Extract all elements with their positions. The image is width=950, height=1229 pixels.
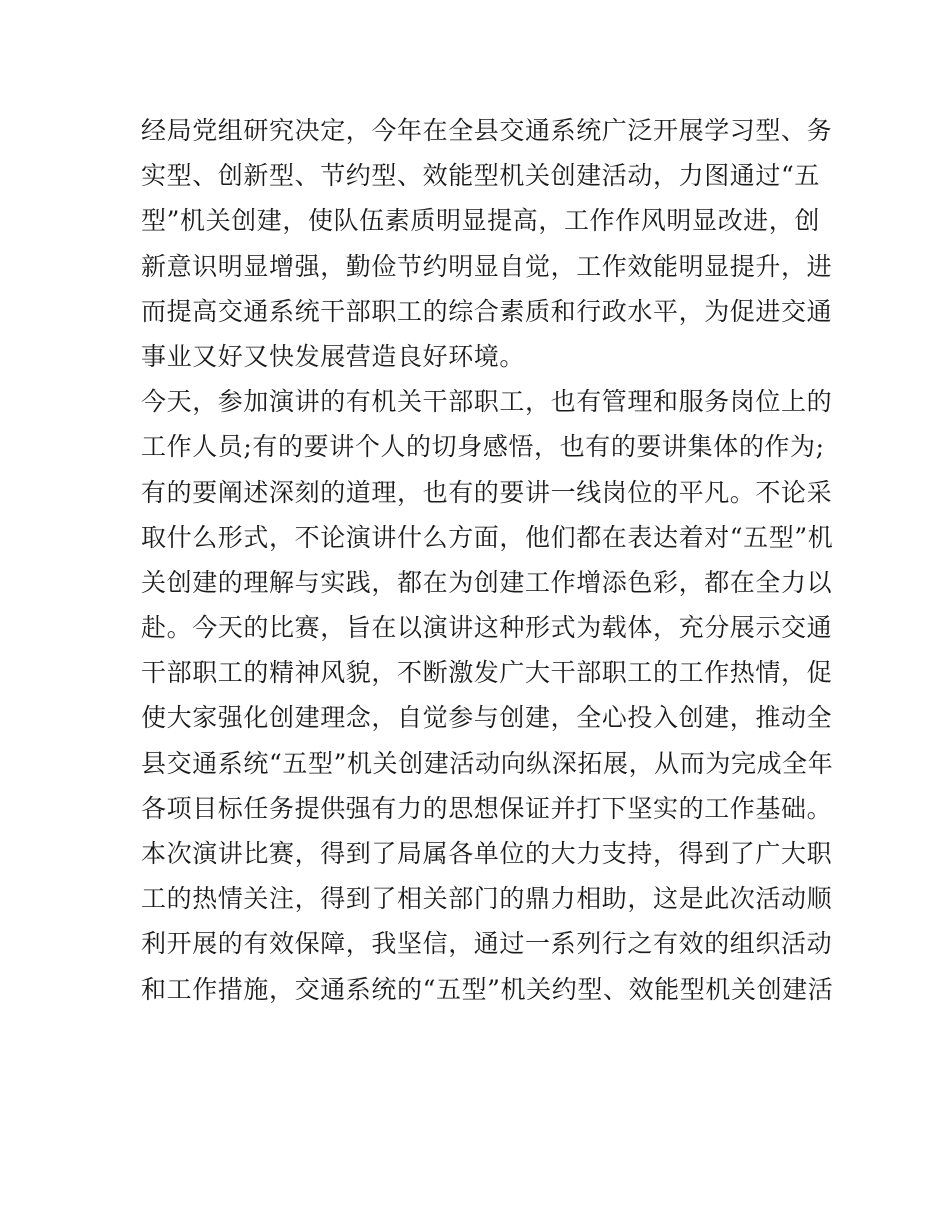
text-line: 而提高交通系统干部职工的综合素质和行政水平，为促进交通 — [141, 296, 833, 326]
text-line: 使大家强化创建理念，自觉参与创建，全心投入创建，推动全 — [141, 703, 833, 733]
text-line: 事业又好又快发展营造良好环境。 — [141, 341, 526, 371]
text-line: 今天，参加演讲的有机关干部职工，也有管理和服务岗位上的 — [141, 387, 833, 417]
text-line: 和工作措施，交通系统的“五型”机关约型、效能型机关创建活 — [141, 974, 834, 1004]
body-text — [141, 108, 834, 1012]
text-line: 型”机关创建，使队伍素质明显提高，工作作风明显改进，创 — [141, 206, 820, 236]
text-line: 经局党组研究决定，今年在全县交通系统广泛开展学习型、务 — [141, 116, 833, 145]
text-line: 各项目标任务提供强有力的思想保证并打下坚实的工作基础。 — [141, 793, 833, 823]
text-line: 利开展的有效保障，我坚信，通过一系列行之有效的组织活动 — [141, 929, 833, 959]
text-line: 新意识明显增强，勤俭节约明显自觉，工作效能明显提升，进 — [141, 251, 833, 281]
text-line: 有的要阐述深刻的道理，也有的要讲一线岗位的平凡。不论采 — [141, 477, 833, 507]
text-line: 干部职工的精神风貌，不断激发广大干部职工的工作热情，促 — [141, 658, 833, 688]
text-line: 工作人员;有的要讲个人的切身感悟，也有的要讲集体的作为; — [141, 432, 825, 462]
text-line: 赴。今天的比赛，旨在以演讲这种形式为载体，充分展示交通 — [141, 613, 833, 643]
text-line: 取什么形式，不论演讲什么方面，他们都在表达着对“五型”机 — [141, 522, 834, 552]
text-line: 关创建的理解与实践，都在为创建工作增添色彩，都在全力以 — [141, 567, 833, 597]
text-line: 县交通系统“五型”机关创建活动向纵深拓展，从而为完成全年 — [141, 748, 834, 778]
text-line: 实型、创新型、节约型、效能型机关创建活动，力图通过“五 — [141, 161, 820, 191]
text-line: 本次演讲比赛，得到了局属各单位的大力支持，得到了广大职 — [141, 839, 833, 868]
text-line: 工的热情关注，得到了相关部门的鼎力相助，这是此次活动顺 — [141, 884, 833, 914]
